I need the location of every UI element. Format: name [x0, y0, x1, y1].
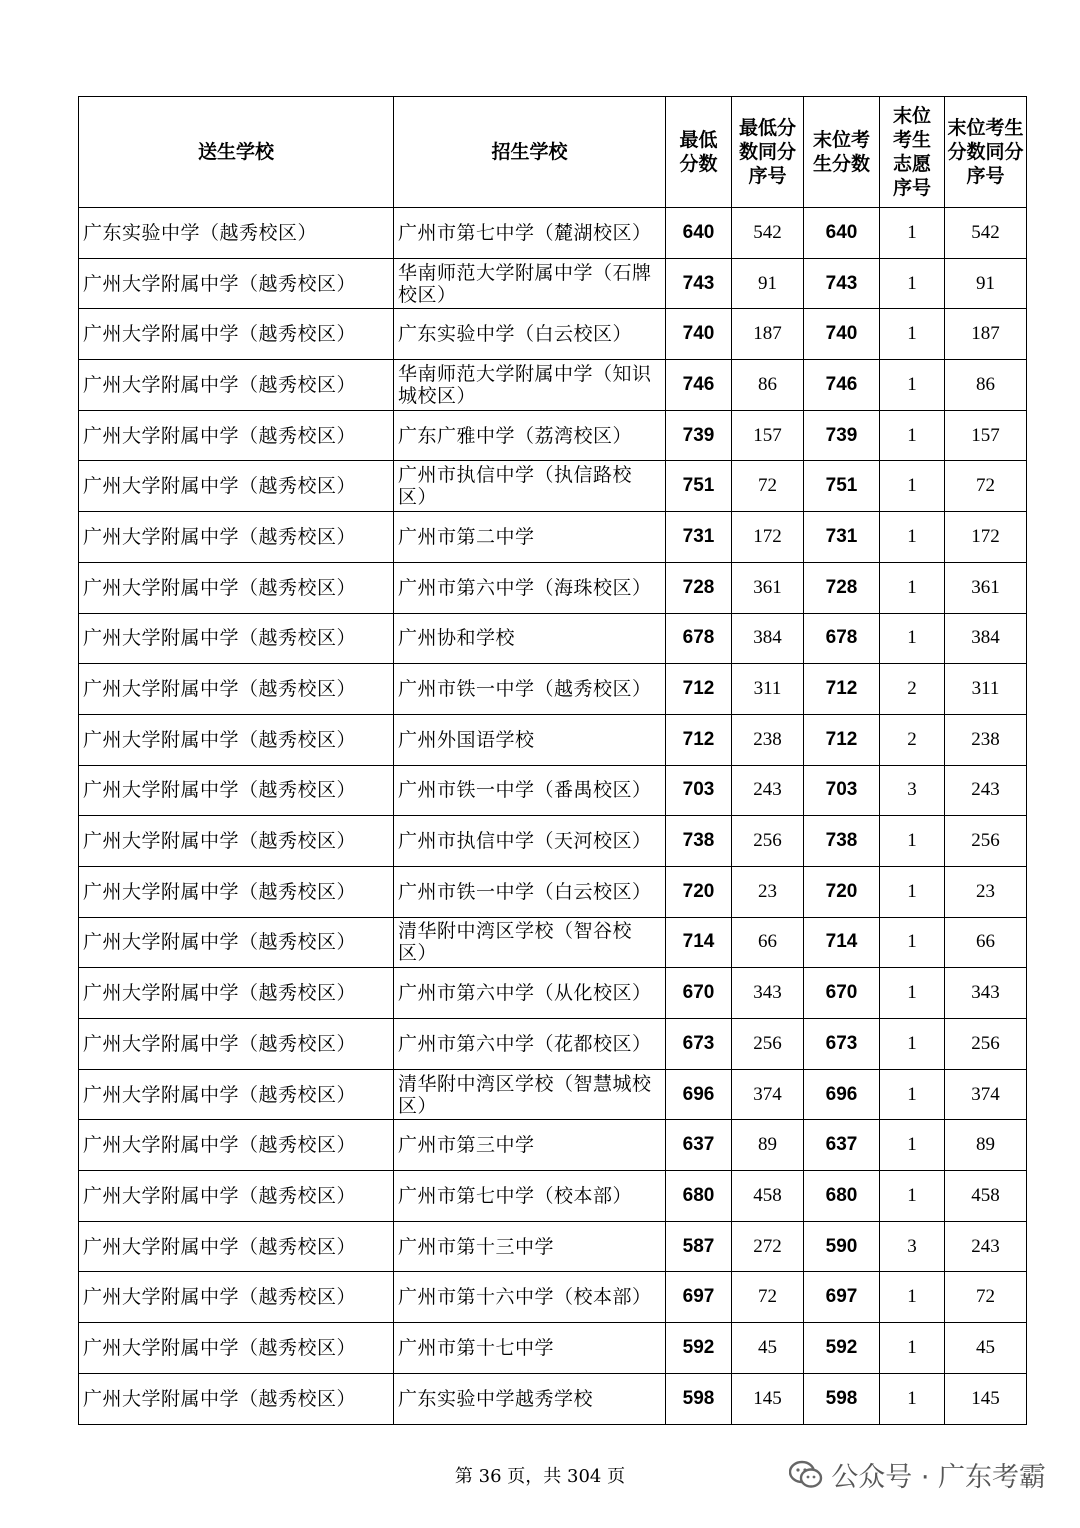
cell-send-school: 广州大学附属中学（越秀校区） — [79, 512, 394, 563]
cell-send-school: 广州大学附属中学（越秀校区） — [79, 765, 394, 816]
cell-min-score: 714 — [666, 917, 732, 968]
cell-recv-school: 广州市第十三中学 — [394, 1221, 666, 1272]
cell-min-rank: 374 — [732, 1069, 804, 1120]
cell-send-school: 广州大学附属中学（越秀校区） — [79, 664, 394, 715]
page-footer: 第 36 页，共 304 页 — [454, 1466, 626, 1487]
cell-last-volunteer: 1 — [880, 1373, 945, 1424]
cell-recv-school: 清华附中湾区学校（智谷校区） — [394, 917, 666, 968]
cell-last-volunteer: 1 — [880, 512, 945, 563]
cell-recv-school: 广州市第十六中学（校本部） — [394, 1272, 666, 1323]
cell-last-score: 637 — [804, 1120, 880, 1171]
cell-last-score: 751 — [804, 461, 880, 512]
cell-min-score: 740 — [666, 309, 732, 360]
cell-min-rank: 187 — [732, 309, 804, 360]
cell-last-rank: 384 — [945, 613, 1027, 664]
header-min-score: 最低分数 — [666, 97, 732, 208]
cell-recv-school: 广州外国语学校 — [394, 714, 666, 765]
cell-send-school: 广州大学附属中学（越秀校区） — [79, 866, 394, 917]
cell-min-score: 697 — [666, 1272, 732, 1323]
cell-last-score: 743 — [804, 258, 880, 309]
cell-min-score: 751 — [666, 461, 732, 512]
cell-last-volunteer: 1 — [880, 866, 945, 917]
cell-last-score: 746 — [804, 360, 880, 411]
cell-min-score: 739 — [666, 410, 732, 461]
cell-min-rank: 311 — [732, 664, 804, 715]
table-row — [79, 765, 1027, 816]
cell-send-school: 广州大学附属中学（越秀校区） — [79, 917, 394, 968]
cell-last-volunteer: 1 — [880, 258, 945, 309]
cell-last-rank: 45 — [945, 1323, 1027, 1374]
cell-last-rank: 187 — [945, 309, 1027, 360]
cell-recv-school: 广东实验中学（白云校区） — [394, 309, 666, 360]
cell-last-score: 728 — [804, 562, 880, 613]
cell-last-score: 696 — [804, 1069, 880, 1120]
cell-recv-school: 广州市第二中学 — [394, 512, 666, 563]
cell-last-rank: 66 — [945, 917, 1027, 968]
cell-last-rank: 72 — [945, 461, 1027, 512]
cell-min-score: 746 — [666, 360, 732, 411]
cell-send-school: 广州大学附属中学（越秀校区） — [79, 613, 394, 664]
cell-last-volunteer: 1 — [880, 1171, 945, 1222]
cell-recv-school: 广州市第六中学（花都校区） — [394, 1019, 666, 1070]
cell-last-rank: 243 — [945, 765, 1027, 816]
cell-last-score: 680 — [804, 1171, 880, 1222]
cell-last-rank: 343 — [945, 968, 1027, 1019]
cell-last-score: 678 — [804, 613, 880, 664]
table-row — [79, 309, 1027, 360]
cell-last-rank: 157 — [945, 410, 1027, 461]
cell-last-score: 714 — [804, 917, 880, 968]
cell-send-school: 广州大学附属中学（越秀校区） — [79, 1069, 394, 1120]
cell-last-score: 712 — [804, 664, 880, 715]
cell-min-rank: 256 — [732, 1019, 804, 1070]
cell-last-score: 640 — [804, 208, 880, 259]
cell-recv-school: 广州市铁一中学（白云校区） — [394, 866, 666, 917]
cell-recv-school: 广州市第六中学（海珠校区） — [394, 562, 666, 613]
cell-last-volunteer: 1 — [880, 1019, 945, 1070]
cell-min-rank: 89 — [732, 1120, 804, 1171]
cell-min-rank: 72 — [732, 461, 804, 512]
table-row — [79, 866, 1027, 917]
cell-recv-school: 广州市铁一中学（番禺校区） — [394, 765, 666, 816]
cell-recv-school: 广州市执信中学（执信路校区） — [394, 461, 666, 512]
cell-last-rank: 145 — [945, 1373, 1027, 1424]
table-body — [79, 208, 1027, 1425]
cell-min-rank: 384 — [732, 613, 804, 664]
table-row — [79, 512, 1027, 563]
cell-min-score: 592 — [666, 1323, 732, 1374]
cell-last-rank: 91 — [945, 258, 1027, 309]
cell-send-school: 广州大学附属中学（越秀校区） — [79, 562, 394, 613]
cell-last-rank: 23 — [945, 866, 1027, 917]
cell-last-score: 670 — [804, 968, 880, 1019]
cell-min-rank: 86 — [732, 360, 804, 411]
cell-send-school: 广州大学附属中学（越秀校区） — [79, 1373, 394, 1424]
cell-last-score: 697 — [804, 1272, 880, 1323]
cell-min-rank: 243 — [732, 765, 804, 816]
header-send-school: 送生学校 — [79, 97, 394, 208]
cell-min-score: 678 — [666, 613, 732, 664]
cell-min-rank: 238 — [732, 714, 804, 765]
cell-send-school: 广东实验中学（越秀校区） — [79, 208, 394, 259]
cell-recv-school: 广州市第三中学 — [394, 1120, 666, 1171]
cell-send-school: 广州大学附属中学（越秀校区） — [79, 816, 394, 867]
table-row — [79, 917, 1027, 968]
cell-min-rank: 256 — [732, 816, 804, 867]
table-row — [79, 1019, 1027, 1070]
cell-min-score: 587 — [666, 1221, 732, 1272]
table-row — [79, 208, 1027, 259]
cell-last-volunteer: 1 — [880, 208, 945, 259]
cell-recv-school: 清华附中湾区学校（智慧城校区） — [394, 1069, 666, 1120]
table-row — [79, 1069, 1027, 1120]
cell-min-score: 680 — [666, 1171, 732, 1222]
cell-recv-school: 华南师范大学附属中学（知识城校区） — [394, 360, 666, 411]
cell-recv-school: 华南师范大学附属中学（石牌校区） — [394, 258, 666, 309]
cell-send-school: 广州大学附属中学（越秀校区） — [79, 1019, 394, 1070]
cell-last-volunteer: 3 — [880, 1221, 945, 1272]
cell-min-rank: 172 — [732, 512, 804, 563]
cell-send-school: 广州大学附属中学（越秀校区） — [79, 1120, 394, 1171]
cell-send-school: 广州大学附属中学（越秀校区） — [79, 309, 394, 360]
cell-recv-school: 广东广雅中学（荔湾校区） — [394, 410, 666, 461]
table-row — [79, 816, 1027, 867]
cell-last-volunteer: 1 — [880, 1120, 945, 1171]
cell-last-volunteer: 2 — [880, 714, 945, 765]
cell-recv-school: 广州市第七中学（校本部） — [394, 1171, 666, 1222]
cell-recv-school: 广州市第六中学（从化校区） — [394, 968, 666, 1019]
cell-recv-school: 广州市第七中学（麓湖校区） — [394, 208, 666, 259]
cell-min-rank: 157 — [732, 410, 804, 461]
cell-min-rank: 361 — [732, 562, 804, 613]
cell-last-rank: 238 — [945, 714, 1027, 765]
cell-last-rank: 374 — [945, 1069, 1027, 1120]
cell-min-rank: 458 — [732, 1171, 804, 1222]
cell-min-score: 640 — [666, 208, 732, 259]
table-row — [79, 714, 1027, 765]
cell-send-school: 广州大学附属中学（越秀校区） — [79, 360, 394, 411]
cell-last-volunteer: 1 — [880, 613, 945, 664]
cell-last-volunteer: 1 — [880, 562, 945, 613]
cell-min-rank: 272 — [732, 1221, 804, 1272]
cell-min-score: 738 — [666, 816, 732, 867]
cell-min-score: 728 — [666, 562, 732, 613]
cell-last-volunteer: 1 — [880, 1323, 945, 1374]
table-row — [79, 1272, 1027, 1323]
table-row — [79, 968, 1027, 1019]
cell-last-score: 739 — [804, 410, 880, 461]
header-last-score: 末位考生分数 — [804, 97, 880, 208]
table-row — [79, 360, 1027, 411]
cell-min-rank: 45 — [732, 1323, 804, 1374]
cell-send-school: 广州大学附属中学（越秀校区） — [79, 1221, 394, 1272]
cell-last-volunteer: 2 — [880, 664, 945, 715]
cell-min-rank: 72 — [732, 1272, 804, 1323]
cell-send-school: 广州大学附属中学（越秀校区） — [79, 714, 394, 765]
cell-recv-school: 广州市执信中学（天河校区） — [394, 816, 666, 867]
table-row — [79, 1373, 1027, 1424]
cell-last-rank: 311 — [945, 664, 1027, 715]
cell-min-score: 712 — [666, 714, 732, 765]
cell-send-school: 广州大学附属中学（越秀校区） — [79, 258, 394, 309]
table-row — [79, 258, 1027, 309]
cell-min-score: 598 — [666, 1373, 732, 1424]
cell-min-score: 720 — [666, 866, 732, 917]
cell-last-rank: 458 — [945, 1171, 1027, 1222]
cell-last-volunteer: 1 — [880, 410, 945, 461]
cell-send-school: 广州大学附属中学（越秀校区） — [79, 410, 394, 461]
cell-recv-school: 广东实验中学越秀学校 — [394, 1373, 666, 1424]
cell-last-score: 720 — [804, 866, 880, 917]
cell-min-rank: 542 — [732, 208, 804, 259]
cell-last-score: 703 — [804, 765, 880, 816]
cell-min-rank: 145 — [732, 1373, 804, 1424]
table-row — [79, 461, 1027, 512]
cell-min-score: 637 — [666, 1120, 732, 1171]
cell-last-rank: 72 — [945, 1272, 1027, 1323]
cell-min-score: 743 — [666, 258, 732, 309]
cell-min-score: 696 — [666, 1069, 732, 1120]
cell-send-school: 广州大学附属中学（越秀校区） — [79, 1272, 394, 1323]
cell-last-rank: 361 — [945, 562, 1027, 613]
cell-last-volunteer: 1 — [880, 968, 945, 1019]
cell-last-score: 590 — [804, 1221, 880, 1272]
cell-min-rank: 91 — [732, 258, 804, 309]
table-row — [79, 664, 1027, 715]
cell-last-rank: 256 — [945, 816, 1027, 867]
cell-last-score: 740 — [804, 309, 880, 360]
watermark — [789, 1455, 1046, 1494]
table-row — [79, 1221, 1027, 1272]
cell-last-rank: 172 — [945, 512, 1027, 563]
cell-min-rank: 23 — [732, 866, 804, 917]
cell-last-rank: 86 — [945, 360, 1027, 411]
cell-last-volunteer: 1 — [880, 1069, 945, 1120]
cell-min-rank: 343 — [732, 968, 804, 1019]
header-recv-school: 招生学校 — [394, 97, 666, 208]
cell-last-rank: 89 — [945, 1120, 1027, 1171]
wechat-icon — [789, 1460, 823, 1490]
cell-last-volunteer: 1 — [880, 461, 945, 512]
cell-min-rank: 66 — [732, 917, 804, 968]
cell-recv-school: 广州协和学校 — [394, 613, 666, 664]
cell-send-school: 广州大学附属中学（越秀校区） — [79, 968, 394, 1019]
cell-last-score: 712 — [804, 714, 880, 765]
cell-recv-school: 广州市铁一中学（越秀校区） — [394, 664, 666, 715]
table-row — [79, 613, 1027, 664]
cell-last-score: 738 — [804, 816, 880, 867]
cell-last-rank: 256 — [945, 1019, 1027, 1070]
cell-last-score: 673 — [804, 1019, 880, 1070]
cell-last-volunteer: 3 — [880, 765, 945, 816]
cell-last-volunteer: 1 — [880, 816, 945, 867]
header-min-rank: 最低分数同分序号 — [732, 97, 804, 208]
cell-send-school: 广州大学附属中学（越秀校区） — [79, 1323, 394, 1374]
cell-recv-school: 广州市第十七中学 — [394, 1323, 666, 1374]
watermark-text: 公众号 · 广东考霸 — [831, 1462, 1046, 1493]
table-row — [79, 410, 1027, 461]
cell-last-score: 598 — [804, 1373, 880, 1424]
table-row — [79, 1120, 1027, 1171]
cell-min-score: 703 — [666, 765, 732, 816]
table-row — [79, 562, 1027, 613]
cell-last-rank: 542 — [945, 208, 1027, 259]
cell-min-score: 731 — [666, 512, 732, 563]
cell-last-score: 592 — [804, 1323, 880, 1374]
cell-min-score: 670 — [666, 968, 732, 1019]
cell-last-volunteer: 1 — [880, 360, 945, 411]
table-row — [79, 1171, 1027, 1222]
table-row — [79, 1323, 1027, 1374]
cell-last-volunteer: 1 — [880, 309, 945, 360]
cell-send-school: 广州大学附属中学（越秀校区） — [79, 461, 394, 512]
header-last-rank: 末位考生分数同分序号 — [945, 97, 1027, 208]
header-row — [79, 97, 1027, 208]
cell-min-score: 712 — [666, 664, 732, 715]
cell-last-volunteer: 1 — [880, 917, 945, 968]
cell-last-score: 731 — [804, 512, 880, 563]
cell-min-score: 673 — [666, 1019, 732, 1070]
header-last-volunteer: 末位考生志愿序号 — [880, 97, 945, 208]
cell-send-school: 广州大学附属中学（越秀校区） — [79, 1171, 394, 1222]
cell-last-volunteer: 1 — [880, 1272, 945, 1323]
cell-last-rank: 243 — [945, 1221, 1027, 1272]
score-table — [78, 96, 1027, 1425]
